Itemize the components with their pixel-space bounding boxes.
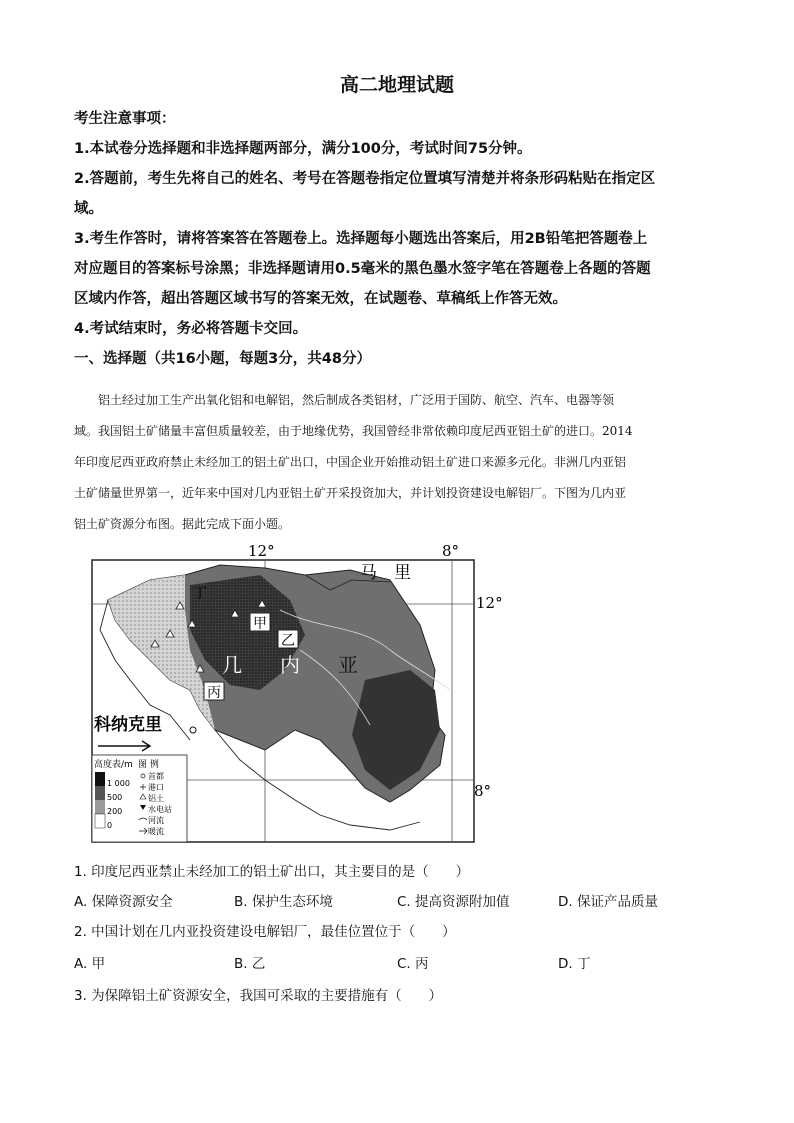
- passage-line: 铝土矿资源分布图。据此完成下面小题。: [74, 517, 291, 531]
- legend-item-capital: 首都: [148, 772, 164, 781]
- notice-section: [74, 104, 724, 374]
- country-label-mali: 马 里: [360, 563, 411, 583]
- legend-height-title: 高度表/m: [94, 760, 133, 770]
- passage-line: 铝土经过加工生产出氧化铝和电解铝，然后制成各类铝材，广泛用于国防、航空、汽车、电器等领: [98, 393, 615, 407]
- question-1-option-b[interactable]: B. 保护生态环境: [234, 894, 333, 910]
- question-3-stem: 3. 为保障铝土矿资源安全，我国可采取的主要措施有（ ）: [74, 988, 443, 1004]
- notice-item: 区域内作答，超出答题区域书写的答案无效，在试题卷、草稿纸上作答无效。: [74, 291, 567, 307]
- point-jia: 甲: [253, 616, 267, 632]
- lon-label-right: 8°: [442, 542, 460, 560]
- point-ding: 丁: [193, 586, 207, 602]
- legend-item-warm-current: 暖流: [148, 827, 164, 836]
- material-passage: [74, 385, 722, 540]
- legend-height-500: 500: [107, 793, 123, 802]
- capital-marker: [190, 727, 196, 733]
- lat-label-bottom: 8°: [474, 782, 492, 800]
- legend-item-port: 港口: [148, 783, 164, 792]
- legend-swatch-0: [95, 814, 105, 828]
- legend-title: 图 例: [138, 760, 159, 770]
- legend-swatch-200: [95, 800, 105, 814]
- legend-height-0: 0: [107, 821, 113, 830]
- question-1-option-a[interactable]: A. 保障资源安全: [74, 894, 173, 910]
- city-label-conakry: 科纳克里: [94, 715, 162, 735]
- lat-label-top: 12°: [476, 594, 503, 612]
- passage-line: 年印度尼西亚政府禁止未经加工的铝土矿出口，中国企业开始推动铝土矿进口来源多元化。非洲几内亚铝: [74, 455, 627, 469]
- legend-item-bauxite: 铝土: [148, 794, 164, 803]
- lon-label-left: 12°: [248, 542, 275, 560]
- notice-item: 1.本试卷分选择题和非选择题两部分，满分100分，考试时间75分钟。: [74, 141, 532, 157]
- question-2-option-a[interactable]: A. 甲: [74, 956, 106, 972]
- notice-header: 考生注意事项：: [74, 111, 176, 127]
- legend-item-river: 河流: [148, 816, 164, 825]
- page-title: 高二地理试题: [339, 74, 454, 96]
- point-bing: 丙: [207, 685, 221, 701]
- question-2-option-b[interactable]: B. 乙: [234, 956, 266, 972]
- passage-line: 域。我国铝土矿储量丰富但质量较差，由于地缘优势，我国曾经非常依赖印度尼西亚铝土矿的进口。2014: [74, 424, 633, 438]
- question-1-stem: 1. 印度尼西亚禁止未经加工的铝土矿出口，其主要目的是（ ）: [74, 864, 470, 880]
- country-label-guinea-3: 亚: [338, 653, 358, 677]
- country-label-guinea-2: 内: [280, 653, 300, 677]
- country-label-guinea-1: 几: [222, 653, 242, 677]
- legend-item-hydropower: 水电站: [148, 805, 172, 814]
- legend-height-200: 200: [107, 807, 123, 816]
- point-yi: 乙: [281, 633, 295, 649]
- notice-item: 2.答题前，考生先将自己的姓名、考号在答题卷指定位置填写清楚并将条形码粘贴在指定区: [74, 171, 656, 187]
- legend-swatch-1000: [95, 772, 105, 786]
- question-1-option-c[interactable]: C. 提高资源附加值: [397, 894, 510, 910]
- notice-item: 3.考生作答时，请将答案答在答题卷上。选择题每小题选出答案后，用2B铅笔把答题卷上: [74, 231, 648, 247]
- passage-line: 土矿储量世界第一，近年来中国对几内亚铝土矿开采投资加大，并计划投资建设电解铝厂。下图为几内亚: [74, 486, 627, 500]
- question-1-option-d[interactable]: D. 保证产品质量: [558, 894, 658, 910]
- legend-swatch-500: [95, 786, 105, 800]
- question-2-stem: 2. 中国计划在几内亚投资建设电解铝厂，最佳位置位于（ ）: [74, 924, 456, 940]
- question-2-option-c[interactable]: C. 丙: [397, 956, 429, 972]
- notice-item: 4.考试结束时，务必将答题卡交回。: [74, 321, 308, 337]
- guinea-bauxite-map: [90, 540, 503, 850]
- notice-item: 对应题目的答案标号涂黑；非选择题请用0.5毫米的黑色墨水签字笔在答题卷上各题的答题: [74, 261, 651, 277]
- question-2-option-d[interactable]: D. 丁: [558, 956, 591, 972]
- section-heading: 一、选择题（共16小题，每题3分，共48分）: [74, 351, 371, 367]
- notice-item: 域。: [74, 201, 103, 217]
- legend-height-1000: 1 000: [107, 779, 130, 788]
